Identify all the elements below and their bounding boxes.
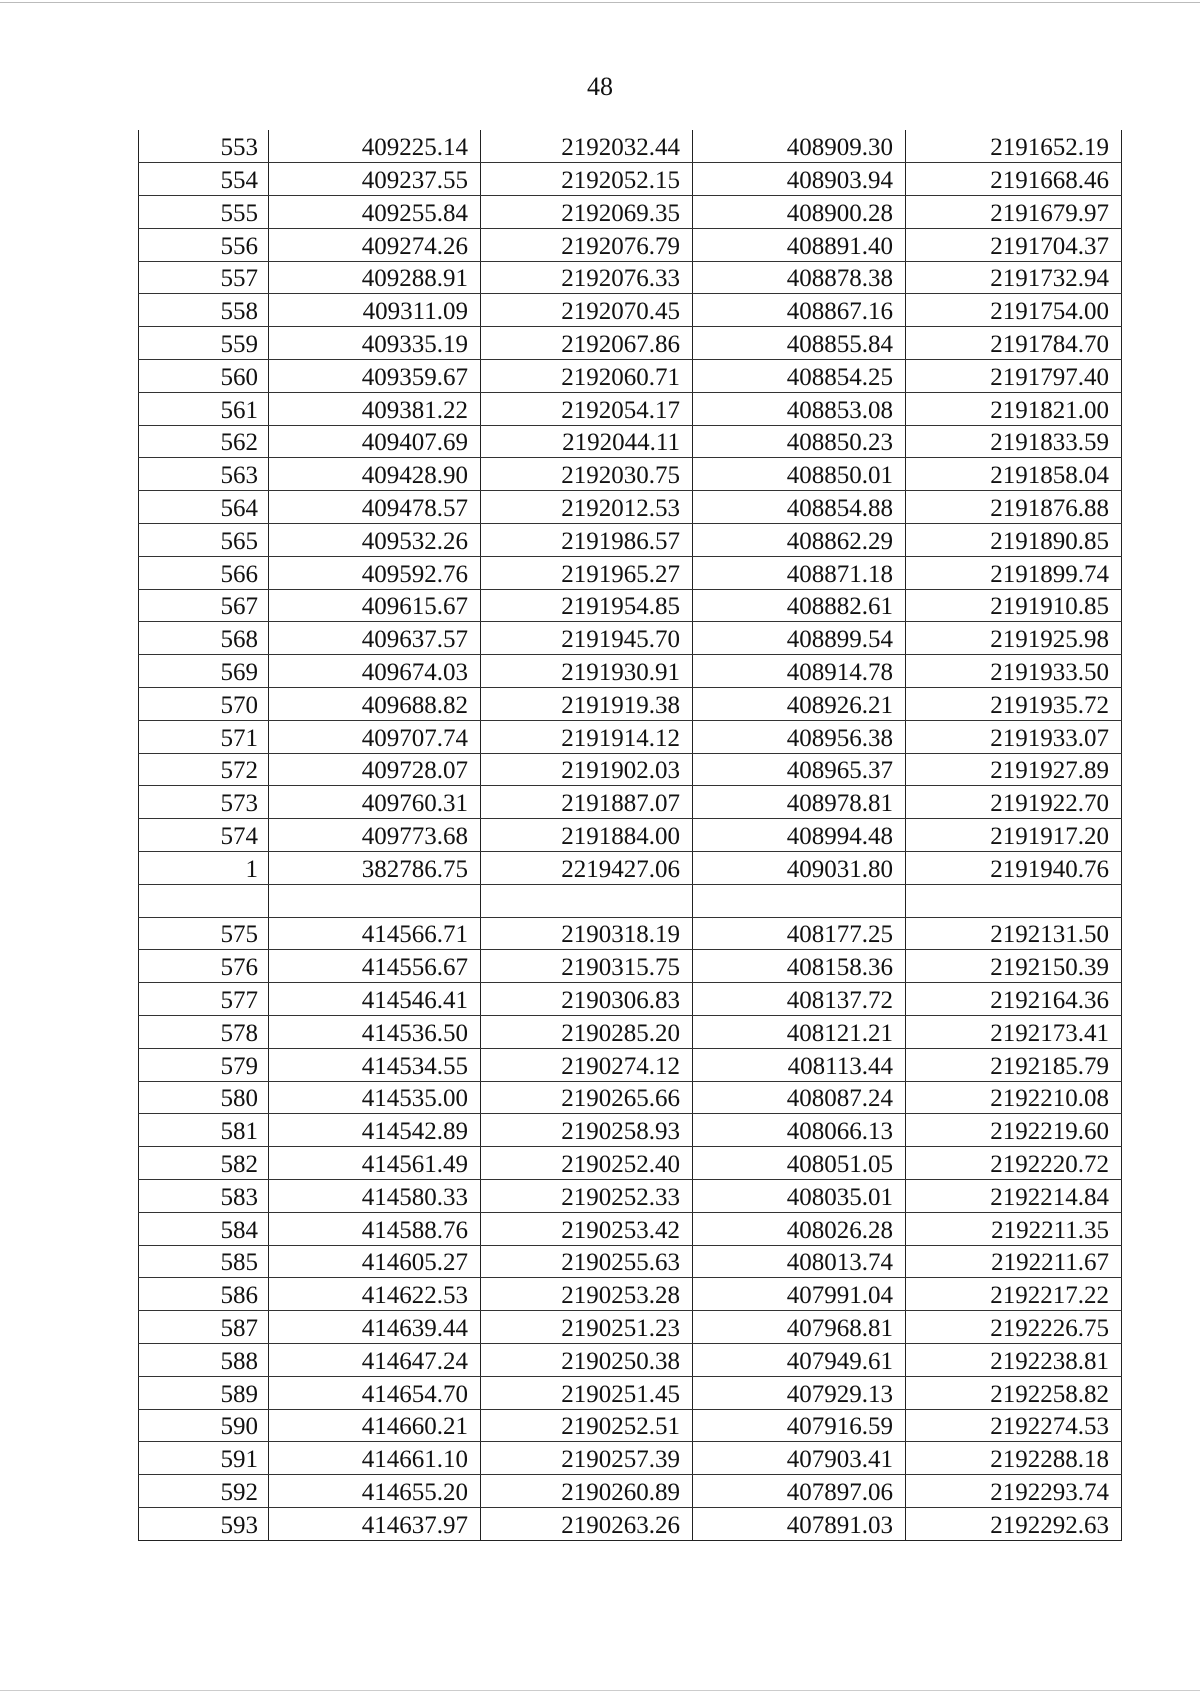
point-id-cell: 554 [139,163,269,196]
x1-coordinate-cell: 414542.89 [269,1114,481,1147]
y1-coordinate-cell: 2190260.89 [481,1475,693,1508]
x2-coordinate-cell: 408878.38 [693,261,906,294]
x1-coordinate-cell: 409615.67 [269,589,481,622]
table-row [139,884,1122,917]
x1-coordinate-cell: 409407.69 [269,425,481,458]
point-id-cell: 557 [139,261,269,294]
y1-coordinate-cell: 2190274.12 [481,1048,693,1081]
x2-coordinate-cell: 408978.81 [693,786,906,819]
y2-coordinate-cell: 2191910.85 [906,589,1122,622]
y1-coordinate-cell: 2192070.45 [481,294,693,327]
y2-coordinate-cell: 2192164.36 [906,983,1122,1016]
x2-coordinate-cell: 408862.29 [693,524,906,557]
point-id-cell: 590 [139,1409,269,1442]
y2-coordinate-cell: 2191899.74 [906,556,1122,589]
table-row [139,1311,1122,1344]
x2-coordinate-cell: 408867.16 [693,294,906,327]
y2-coordinate-cell: 2191935.72 [906,688,1122,721]
y2-coordinate-cell [906,884,1122,917]
y1-coordinate-cell: 2190263.26 [481,1507,693,1540]
y2-coordinate-cell: 2192258.82 [906,1376,1122,1409]
table-row [139,720,1122,753]
y2-coordinate-cell: 2191933.07 [906,720,1122,753]
x2-coordinate-cell: 408850.01 [693,458,906,491]
y2-coordinate-cell: 2192293.74 [906,1475,1122,1508]
x1-coordinate-cell: 409728.07 [269,753,481,786]
y1-coordinate-cell: 2190251.45 [481,1376,693,1409]
x1-coordinate-cell: 409225.14 [269,130,481,163]
point-id-cell: 566 [139,556,269,589]
point-id-cell: 579 [139,1048,269,1081]
point-id-cell: 560 [139,360,269,393]
x1-coordinate-cell: 409288.91 [269,261,481,294]
x2-coordinate-cell: 408965.37 [693,753,906,786]
y2-coordinate-cell: 2192292.63 [906,1507,1122,1540]
y2-coordinate-cell: 2191704.37 [906,228,1122,261]
y1-coordinate-cell: 2191945.70 [481,622,693,655]
y2-coordinate-cell: 2192131.50 [906,917,1122,950]
x2-coordinate-cell: 408087.24 [693,1081,906,1114]
y2-coordinate-cell: 2191668.46 [906,163,1122,196]
point-id-cell: 585 [139,1245,269,1278]
point-id-cell [139,884,269,917]
x1-coordinate-cell: 414622.53 [269,1278,481,1311]
point-id-cell: 559 [139,327,269,360]
x2-coordinate-cell: 407929.13 [693,1376,906,1409]
y2-coordinate-cell: 2191833.59 [906,425,1122,458]
x2-coordinate-cell: 408853.08 [693,392,906,425]
y2-coordinate-cell: 2191679.97 [906,196,1122,229]
table-row [139,1376,1122,1409]
x1-coordinate-cell: 409428.90 [269,458,481,491]
y1-coordinate-cell: 2190253.28 [481,1278,693,1311]
table-row [139,1048,1122,1081]
table-row [139,524,1122,557]
x2-coordinate-cell: 407968.81 [693,1311,906,1344]
y2-coordinate-cell: 2191925.98 [906,622,1122,655]
table-row [139,1147,1122,1180]
table-row [139,458,1122,491]
x2-coordinate-cell: 408113.44 [693,1048,906,1081]
x1-coordinate-cell: 409773.68 [269,819,481,852]
y1-coordinate-cell: 2190315.75 [481,950,693,983]
scan-edge-top [0,2,1200,3]
table-row [139,753,1122,786]
point-id-cell: 577 [139,983,269,1016]
point-id-cell: 586 [139,1278,269,1311]
y2-coordinate-cell: 2192238.81 [906,1343,1122,1376]
x2-coordinate-cell: 408956.38 [693,720,906,753]
x2-coordinate-cell: 407949.61 [693,1343,906,1376]
table-row [139,950,1122,983]
y1-coordinate-cell: 2192054.17 [481,392,693,425]
y2-coordinate-cell: 2192214.84 [906,1180,1122,1213]
x1-coordinate-cell [269,884,481,917]
y1-coordinate-cell: 2190252.40 [481,1147,693,1180]
x2-coordinate-cell: 408909.30 [693,130,906,163]
table-row [139,983,1122,1016]
x1-coordinate-cell: 414605.27 [269,1245,481,1278]
y1-coordinate-cell: 2191887.07 [481,786,693,819]
x2-coordinate-cell: 408854.88 [693,491,906,524]
x2-coordinate-cell: 408051.05 [693,1147,906,1180]
table-row [139,1409,1122,1442]
x2-coordinate-cell: 408121.21 [693,1016,906,1049]
table-row [139,819,1122,852]
x1-coordinate-cell: 414588.76 [269,1212,481,1245]
coordinate-table-body [139,130,1122,1540]
table-row [139,1081,1122,1114]
table-row [139,392,1122,425]
x1-coordinate-cell: 409760.31 [269,786,481,819]
x2-coordinate-cell: 408026.28 [693,1212,906,1245]
coordinate-table [138,130,1122,1541]
y2-coordinate-cell: 2192173.41 [906,1016,1122,1049]
y2-coordinate-cell: 2192226.75 [906,1311,1122,1344]
point-id-cell: 568 [139,622,269,655]
x1-coordinate-cell: 409311.09 [269,294,481,327]
y1-coordinate-cell: 2190285.20 [481,1016,693,1049]
table-row [139,622,1122,655]
y1-coordinate-cell: 2190252.33 [481,1180,693,1213]
table-row [139,294,1122,327]
x2-coordinate-cell: 409031.80 [693,852,906,885]
point-id-cell: 563 [139,458,269,491]
x2-coordinate-cell: 407903.41 [693,1442,906,1475]
x1-coordinate-cell: 414580.33 [269,1180,481,1213]
x1-coordinate-cell: 414536.50 [269,1016,481,1049]
point-id-cell: 578 [139,1016,269,1049]
x2-coordinate-cell: 408882.61 [693,589,906,622]
point-id-cell: 593 [139,1507,269,1540]
x2-coordinate-cell: 408158.36 [693,950,906,983]
point-id-cell: 567 [139,589,269,622]
x1-coordinate-cell: 409637.57 [269,622,481,655]
table-row [139,196,1122,229]
point-id-cell: 583 [139,1180,269,1213]
x2-coordinate-cell [693,884,906,917]
x2-coordinate-cell: 408903.94 [693,163,906,196]
point-id-cell: 570 [139,688,269,721]
y1-coordinate-cell: 2190306.83 [481,983,693,1016]
table-row [139,261,1122,294]
table-row [139,917,1122,950]
table-row [139,425,1122,458]
table-row [139,228,1122,261]
table-row [139,1180,1122,1213]
x1-coordinate-cell: 414534.55 [269,1048,481,1081]
x2-coordinate-cell: 407897.06 [693,1475,906,1508]
x1-coordinate-cell: 409237.55 [269,163,481,196]
table-row [139,1442,1122,1475]
table-row [139,360,1122,393]
table-row [139,1475,1122,1508]
table-row [139,1343,1122,1376]
x1-coordinate-cell: 414647.24 [269,1343,481,1376]
y2-coordinate-cell: 2192210.08 [906,1081,1122,1114]
y2-coordinate-cell: 2191890.85 [906,524,1122,557]
x1-coordinate-cell: 409381.22 [269,392,481,425]
x2-coordinate-cell: 407991.04 [693,1278,906,1311]
y2-coordinate-cell: 2191821.00 [906,392,1122,425]
y2-coordinate-cell: 2192150.39 [906,950,1122,983]
y1-coordinate-cell: 2190265.66 [481,1081,693,1114]
x2-coordinate-cell: 408891.40 [693,228,906,261]
y2-coordinate-cell: 2192217.22 [906,1278,1122,1311]
y1-coordinate-cell: 2191902.03 [481,753,693,786]
table-row [139,327,1122,360]
point-id-cell: 565 [139,524,269,557]
y1-coordinate-cell: 2192060.71 [481,360,693,393]
table-row [139,556,1122,589]
point-id-cell: 592 [139,1475,269,1508]
x1-coordinate-cell: 414546.41 [269,983,481,1016]
point-id-cell: 558 [139,294,269,327]
x2-coordinate-cell: 408035.01 [693,1180,906,1213]
y2-coordinate-cell: 2191797.40 [906,360,1122,393]
x1-coordinate-cell: 409688.82 [269,688,481,721]
point-id-cell: 569 [139,655,269,688]
point-id-cell: 571 [139,720,269,753]
y1-coordinate-cell: 2191914.12 [481,720,693,753]
x2-coordinate-cell: 408177.25 [693,917,906,950]
x2-coordinate-cell: 408871.18 [693,556,906,589]
x1-coordinate-cell: 414566.71 [269,917,481,950]
table-row [139,688,1122,721]
point-id-cell: 556 [139,228,269,261]
x1-coordinate-cell: 414561.49 [269,1147,481,1180]
point-id-cell: 574 [139,819,269,852]
y2-coordinate-cell: 2191754.00 [906,294,1122,327]
y2-coordinate-cell: 2191784.70 [906,327,1122,360]
y1-coordinate-cell: 2192076.33 [481,261,693,294]
table-row [139,1114,1122,1147]
x2-coordinate-cell: 408914.78 [693,655,906,688]
y1-coordinate-cell: 2192032.44 [481,130,693,163]
point-id-cell: 584 [139,1212,269,1245]
y2-coordinate-cell: 2191933.50 [906,655,1122,688]
y1-coordinate-cell: 2191930.91 [481,655,693,688]
x2-coordinate-cell: 408899.54 [693,622,906,655]
y2-coordinate-cell: 2192211.35 [906,1212,1122,1245]
table-row [139,1507,1122,1540]
point-id-cell: 591 [139,1442,269,1475]
x1-coordinate-cell: 414661.10 [269,1442,481,1475]
y2-coordinate-cell: 2192219.60 [906,1114,1122,1147]
page-number: 48 [587,72,613,101]
x1-coordinate-cell: 414639.44 [269,1311,481,1344]
y1-coordinate-cell: 2192012.53 [481,491,693,524]
y2-coordinate-cell: 2192185.79 [906,1048,1122,1081]
x2-coordinate-cell: 408850.23 [693,425,906,458]
point-id-cell: 562 [139,425,269,458]
scan-edge-bottom [0,1690,1200,1691]
y1-coordinate-cell: 2191965.27 [481,556,693,589]
y2-coordinate-cell: 2192211.67 [906,1245,1122,1278]
x2-coordinate-cell: 408926.21 [693,688,906,721]
x1-coordinate-cell: 409707.74 [269,720,481,753]
y1-coordinate-cell: 2192076.79 [481,228,693,261]
y1-coordinate-cell: 2191986.57 [481,524,693,557]
x2-coordinate-cell: 408137.72 [693,983,906,1016]
table-row [139,130,1122,163]
y1-coordinate-cell: 2192067.86 [481,327,693,360]
x1-coordinate-cell: 382786.75 [269,852,481,885]
x2-coordinate-cell: 408854.25 [693,360,906,393]
x2-coordinate-cell: 407916.59 [693,1409,906,1442]
x1-coordinate-cell: 409359.67 [269,360,481,393]
y2-coordinate-cell: 2192220.72 [906,1147,1122,1180]
y2-coordinate-cell: 2191940.76 [906,852,1122,885]
y1-coordinate-cell: 2190257.39 [481,1442,693,1475]
x2-coordinate-cell: 408013.74 [693,1245,906,1278]
table-row [139,1212,1122,1245]
point-id-cell: 572 [139,753,269,786]
x1-coordinate-cell: 414556.67 [269,950,481,983]
y1-coordinate-cell: 2190258.93 [481,1114,693,1147]
point-id-cell: 561 [139,392,269,425]
table-row [139,589,1122,622]
y1-coordinate-cell: 2190255.63 [481,1245,693,1278]
y2-coordinate-cell: 2191652.19 [906,130,1122,163]
point-id-cell: 582 [139,1147,269,1180]
x2-coordinate-cell: 408066.13 [693,1114,906,1147]
y1-coordinate-cell: 2191919.38 [481,688,693,721]
y2-coordinate-cell: 2191732.94 [906,261,1122,294]
y1-coordinate-cell: 2190318.19 [481,917,693,950]
table-row [139,491,1122,524]
x1-coordinate-cell: 409255.84 [269,196,481,229]
y1-coordinate-cell: 2190252.51 [481,1409,693,1442]
point-id-cell: 588 [139,1343,269,1376]
y2-coordinate-cell: 2192274.53 [906,1409,1122,1442]
point-id-cell: 1 [139,852,269,885]
y2-coordinate-cell: 2192288.18 [906,1442,1122,1475]
y1-coordinate-cell: 2192069.35 [481,196,693,229]
point-id-cell: 564 [139,491,269,524]
x1-coordinate-cell: 414660.21 [269,1409,481,1442]
table-row [139,852,1122,885]
x1-coordinate-cell: 409532.26 [269,524,481,557]
y1-coordinate-cell [481,884,693,917]
y2-coordinate-cell: 2191922.70 [906,786,1122,819]
table-row [139,786,1122,819]
point-id-cell: 576 [139,950,269,983]
point-id-cell: 580 [139,1081,269,1114]
y1-coordinate-cell: 2191884.00 [481,819,693,852]
x1-coordinate-cell: 409674.03 [269,655,481,688]
y1-coordinate-cell: 2190253.42 [481,1212,693,1245]
point-id-cell: 581 [139,1114,269,1147]
x2-coordinate-cell: 408900.28 [693,196,906,229]
point-id-cell: 575 [139,917,269,950]
point-id-cell: 553 [139,130,269,163]
point-id-cell: 589 [139,1376,269,1409]
point-id-cell: 573 [139,786,269,819]
x2-coordinate-cell: 408994.48 [693,819,906,852]
y2-coordinate-cell: 2191917.20 [906,819,1122,852]
x1-coordinate-cell: 409592.76 [269,556,481,589]
y1-coordinate-cell: 2191954.85 [481,589,693,622]
x1-coordinate-cell: 414637.97 [269,1507,481,1540]
point-id-cell: 587 [139,1311,269,1344]
point-id-cell: 555 [139,196,269,229]
table-row [139,1016,1122,1049]
table-row [139,1278,1122,1311]
x1-coordinate-cell: 409274.26 [269,228,481,261]
x1-coordinate-cell: 409335.19 [269,327,481,360]
x2-coordinate-cell: 408855.84 [693,327,906,360]
x1-coordinate-cell: 414654.70 [269,1376,481,1409]
table-row [139,1245,1122,1278]
y1-coordinate-cell: 2190251.23 [481,1311,693,1344]
y1-coordinate-cell: 2192044.11 [481,425,693,458]
y2-coordinate-cell: 2191927.89 [906,753,1122,786]
x2-coordinate-cell: 407891.03 [693,1507,906,1540]
y1-coordinate-cell: 2192030.75 [481,458,693,491]
x1-coordinate-cell: 409478.57 [269,491,481,524]
y1-coordinate-cell: 2192052.15 [481,163,693,196]
y2-coordinate-cell: 2191876.88 [906,491,1122,524]
y1-coordinate-cell: 2219427.06 [481,852,693,885]
y1-coordinate-cell: 2190250.38 [481,1343,693,1376]
y2-coordinate-cell: 2191858.04 [906,458,1122,491]
x1-coordinate-cell: 414655.20 [269,1475,481,1508]
table-row [139,163,1122,196]
table-row [139,655,1122,688]
x1-coordinate-cell: 414535.00 [269,1081,481,1114]
